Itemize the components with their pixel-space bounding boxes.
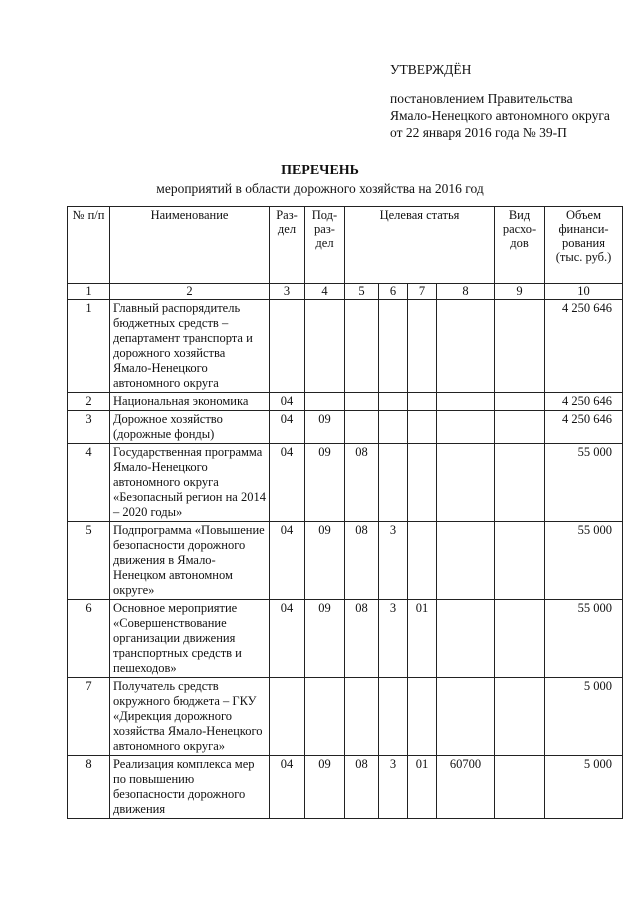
table-row: [68, 393, 623, 411]
col-number: 7: [408, 284, 437, 300]
cell-name: Национальная экономика: [110, 393, 270, 411]
cell-target-program: [345, 678, 379, 756]
cell-subsection: [305, 678, 345, 756]
cell-num: 6: [68, 600, 110, 678]
header-section: Раз- дел: [270, 207, 305, 284]
table-row: [68, 444, 623, 522]
table-row: [68, 300, 623, 393]
cell-name: Подпрограмма «Повышение безопасности дорожного движения в Ямало-Ненецком автономном округе»: [110, 522, 270, 600]
header-name: Наименование: [110, 207, 270, 284]
table-row: [68, 411, 623, 444]
cell-target-subprogram: [379, 678, 408, 756]
document-title: ПЕРЕЧЕНЬ: [281, 163, 359, 178]
cell-subsection: [305, 300, 345, 393]
cell-section: 04: [270, 444, 305, 522]
col-number: 1: [68, 284, 110, 300]
cell-target-direction: [437, 600, 495, 678]
table-row: [68, 678, 623, 756]
col-number: 10: [545, 284, 623, 300]
col-number: 2: [110, 284, 270, 300]
cell-name: Главный распорядитель бюджетных средств – департамент транспорта и дорожного хозяйства Ямало-Ненецкого автономного округа: [110, 300, 270, 393]
cell-subsection: 09: [305, 411, 345, 444]
cell-target-program: 08: [345, 756, 379, 819]
approval-title: УТВЕРЖДЁН: [390, 62, 472, 77]
approval-line: постановлением Правительства: [390, 91, 573, 106]
cell-section: 04: [270, 756, 305, 819]
cell-target-direction: [437, 444, 495, 522]
col-number: 8: [437, 284, 495, 300]
cell-subsection: 09: [305, 756, 345, 819]
cell-target-measure: 01: [408, 600, 437, 678]
cell-target-measure: [408, 444, 437, 522]
cell-section: [270, 300, 305, 393]
cell-target-direction: [437, 411, 495, 444]
cell-target-direction: [437, 300, 495, 393]
cell-target-measure: [408, 411, 437, 444]
cell-section: 04: [270, 522, 305, 600]
cell-expense-type: [495, 600, 545, 678]
header-num: № п/п: [68, 207, 110, 284]
header-expense-type: Вид расхо- дов: [495, 207, 545, 284]
cell-target-program: 08: [345, 600, 379, 678]
cell-name: Государственная программа Ямало-Ненецкого автономного округа «Безопасный регион на 2014 – 2020 годы»: [110, 444, 270, 522]
cell-num: 7: [68, 678, 110, 756]
cell-name: Дорожное хозяйство (дорожные фонды): [110, 411, 270, 444]
cell-amount: 5 000: [545, 756, 623, 819]
cell-target-subprogram: [379, 393, 408, 411]
cell-num: 8: [68, 756, 110, 819]
cell-name: Получатель средств окружного бюджета – ГКУ «Дирекция дорожного хозяйства Ямало-Ненецкого автономного округа»: [110, 678, 270, 756]
column-number-row: [68, 284, 623, 300]
cell-subsection: [305, 393, 345, 411]
cell-target-direction: [437, 678, 495, 756]
cell-target-measure: 01: [408, 756, 437, 819]
cell-expense-type: [495, 678, 545, 756]
document-subtitle: мероприятий в области дорожного хозяйства на 2016 год: [156, 181, 484, 196]
cell-amount: 4 250 646: [545, 393, 623, 411]
cell-amount: 4 250 646: [545, 411, 623, 444]
cell-target-direction: [437, 522, 495, 600]
cell-target-subprogram: 3: [379, 522, 408, 600]
cell-target-program: [345, 411, 379, 444]
cell-num: 4: [68, 444, 110, 522]
header-target: Целевая статья: [345, 207, 495, 284]
cell-target-subprogram: [379, 444, 408, 522]
cell-target-subprogram: 3: [379, 600, 408, 678]
cell-num: 1: [68, 300, 110, 393]
col-number: 3: [270, 284, 305, 300]
cell-name: Основное мероприятие «Совершенствование организации движения транспортных средств и пешеходов»: [110, 600, 270, 678]
header-amount: Объем финанси- рования (тыс. руб.): [545, 207, 623, 284]
cell-num: 2: [68, 393, 110, 411]
cell-section: 04: [270, 393, 305, 411]
cell-subsection: 09: [305, 522, 345, 600]
cell-target-direction: 60700: [437, 756, 495, 819]
cell-section: 04: [270, 600, 305, 678]
cell-target-program: 08: [345, 444, 379, 522]
col-number: 5: [345, 284, 379, 300]
cell-section: [270, 678, 305, 756]
cell-target-program: [345, 300, 379, 393]
cell-subsection: 09: [305, 600, 345, 678]
approval-line: от 22 января 2016 года № 39-П: [390, 125, 567, 140]
table-row: [68, 600, 623, 678]
header-subsection: Под- раз- дел: [305, 207, 345, 284]
approval-block: [390, 62, 610, 141]
table-header-row: [68, 207, 623, 284]
cell-target-subprogram: [379, 411, 408, 444]
cell-subsection: 09: [305, 444, 345, 522]
approval-line: Ямало-Ненецкого автономного округа: [390, 108, 610, 123]
cell-target-measure: [408, 300, 437, 393]
cell-expense-type: [495, 393, 545, 411]
cell-expense-type: [495, 522, 545, 600]
cell-target-subprogram: [379, 300, 408, 393]
cell-expense-type: [495, 411, 545, 444]
cell-target-subprogram: 3: [379, 756, 408, 819]
cell-target-measure: [408, 393, 437, 411]
cell-target-program: [345, 393, 379, 411]
cell-amount: 55 000: [545, 444, 623, 522]
cell-amount: 55 000: [545, 522, 623, 600]
cell-section: 04: [270, 411, 305, 444]
cell-target-direction: [437, 393, 495, 411]
table-row: [68, 756, 623, 819]
cell-num: 3: [68, 411, 110, 444]
cell-expense-type: [495, 444, 545, 522]
cell-expense-type: [495, 756, 545, 819]
activities-table: [67, 206, 623, 819]
col-number: 9: [495, 284, 545, 300]
col-number: 6: [379, 284, 408, 300]
table-row: [68, 522, 623, 600]
cell-target-program: 08: [345, 522, 379, 600]
cell-expense-type: [495, 300, 545, 393]
cell-amount: 5 000: [545, 678, 623, 756]
cell-target-measure: [408, 522, 437, 600]
cell-num: 5: [68, 522, 110, 600]
cell-target-measure: [408, 678, 437, 756]
cell-name: Реализация комплекса мер по повышению безопасности дорожного движения: [110, 756, 270, 819]
cell-amount: 4 250 646: [545, 300, 623, 393]
cell-amount: 55 000: [545, 600, 623, 678]
col-number: 4: [305, 284, 345, 300]
